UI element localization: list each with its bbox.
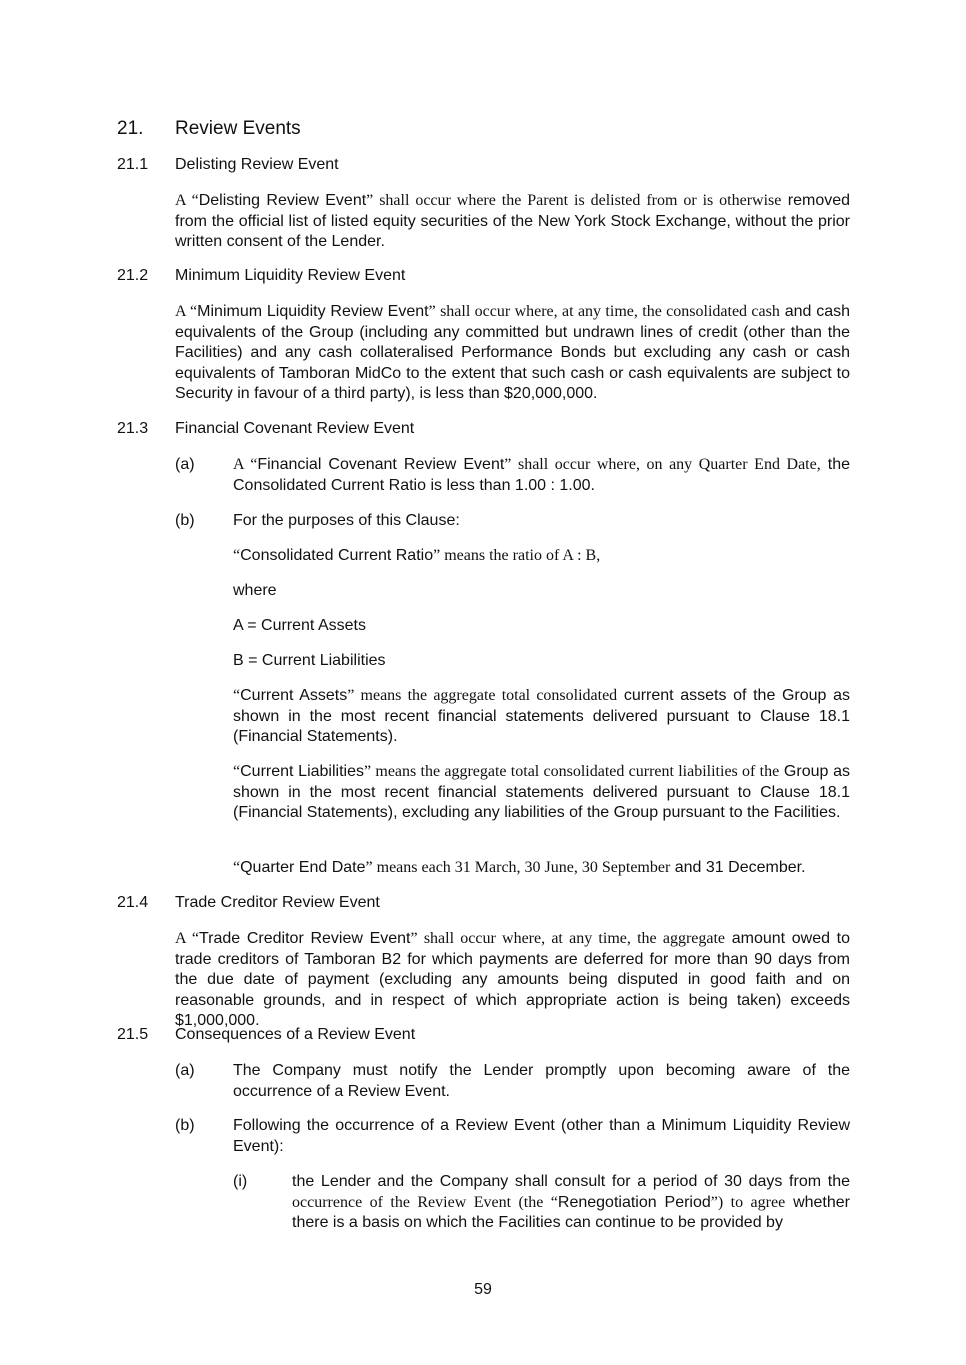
section-heading: [117, 118, 301, 140]
clause-number: 21.5: [117, 1026, 149, 1043]
clause-title: Minimum Liquidity Review Event: [175, 267, 406, 284]
clause-21-4-paragraph: A “Trade Creditor Review Event” shall occur where, at any time, the aggregate amount owed to trade creditors of Tamboran B2 for which payments are deferred for more than 90 days from the due date of payment (excluding any amounts being disputed in good faith and on reasonable grounds, and in respect of which appropriate action is being taken) exceeds $1,000,000.: [175, 930, 851, 1029]
clause-21-5-b: (b) Following the occurrence of a Review Event (other than a Minimum Liquidity Review Event):: [175, 1117, 850, 1155]
clause-number: 21.4: [117, 894, 149, 911]
defined-term: Trade Creditor Review Event: [199, 930, 411, 947]
section-number: 21.: [117, 118, 144, 139]
where-text: where: [233, 582, 277, 599]
item-label: (a): [175, 456, 195, 473]
clause-title: Trade Creditor Review Event: [175, 894, 380, 911]
definition-current-liabilities: “Current Liabilities” means the aggregate total consolidated current liabilities of the Group as shown in the most recent financial statements delivered pursuant to Clause 18.1 (Financial Statements), excluding any liabilities of the Group pursuant to the Facilities.: [233, 763, 851, 821]
item-label: (b): [175, 512, 195, 529]
defined-term: Current Assets: [240, 687, 348, 704]
formula-a: A = Current Assets: [233, 617, 366, 634]
clause-title: Consequences of a Review Event: [175, 1026, 416, 1043]
clause-21-2-paragraph: A “Minimum Liquidity Review Event” shall occur where, at any time, the consolidated cash and cash equivalents of the Group (including any committed but undrawn lines of credit (other than the Facilities) and any cash collateralised Performance Bonds but excluding any cash or cash equivalents of Tamboran MidCo to the extent that such cash or cash equivalents are subject to Security in favour of a third party), is less than $20,000,000.: [175, 303, 851, 402]
clause-number: 21.2: [117, 267, 149, 284]
clause-21-5-b-i: (i) the Lender and the Company shall consult for a period of 30 days from the occurrence of the Review Event (the “Renegotiation Period”) to agree whether there is a basis on which the Facilities can continue to be provided by: [233, 1173, 850, 1231]
item-label: (i): [233, 1173, 248, 1190]
clause-title: Delisting Review Event: [175, 156, 339, 173]
clause-title: Financial Covenant Review Event: [175, 420, 415, 437]
clause-number: 21.3: [117, 420, 149, 437]
defined-term: Current Liabilities: [240, 763, 364, 780]
clause-21-3-b: (b) For the purposes of this Clause:: [175, 511, 850, 532]
clause-21-1-paragraph: A “Delisting Review Event” shall occur where the Parent is delisted from or is otherwise removed from the official list of listed equity securities of the New York Stock Exchange, without the prior written consent of the Lender.: [175, 192, 851, 250]
section-title: Review Events: [175, 118, 301, 139]
defined-term: Delisting Review Event: [198, 192, 367, 209]
defined-term: Financial Covenant Review Event: [257, 456, 505, 473]
clause-21-5-a: (a) The Company must notify the Lender promptly upon becoming aware of the occurrence of a Review Event.: [175, 1062, 850, 1100]
defined-term: Renegotiation Period: [557, 1193, 711, 1211]
defined-term: Minimum Liquidity Review Event: [197, 303, 429, 320]
defined-term: Consolidated Current Ratio: [240, 547, 434, 564]
definition-consolidated-current-ratio: “Consolidated Current Ratio” means the ratio of A : B,: [233, 547, 601, 564]
clause-21-5-heading: [117, 1026, 415, 1044]
definition-quarter-end-date: “Quarter End Date” means each 31 March, 30 June, 30 September and 31 December.: [233, 859, 806, 876]
defined-term: Quarter End Date: [240, 859, 366, 876]
clause-21-3-heading: [117, 420, 414, 438]
clause-21-1-heading: [117, 156, 339, 174]
definition-current-assets: “Current Assets” means the aggregate total consolidated current assets of the Group as shown in the most recent financial statements delivered pursuant to Clause 18.1 (Financial Statements).: [233, 687, 850, 745]
item-label: (a): [175, 1062, 195, 1079]
clause-number: 21.1: [117, 156, 149, 173]
clause-21-4-heading: [117, 894, 380, 912]
formula-b: B = Current Liabilities: [233, 652, 386, 669]
item-label: (b): [175, 1117, 195, 1134]
clause-21-2-heading: [117, 267, 405, 285]
page-number: 59: [474, 1281, 492, 1298]
clause-21-3-a: (a) A “Financial Covenant Review Event” shall occur where, on any Quarter End Date, the Consolidated Current Ratio is less than 1.00 : 1.00.: [175, 456, 850, 494]
